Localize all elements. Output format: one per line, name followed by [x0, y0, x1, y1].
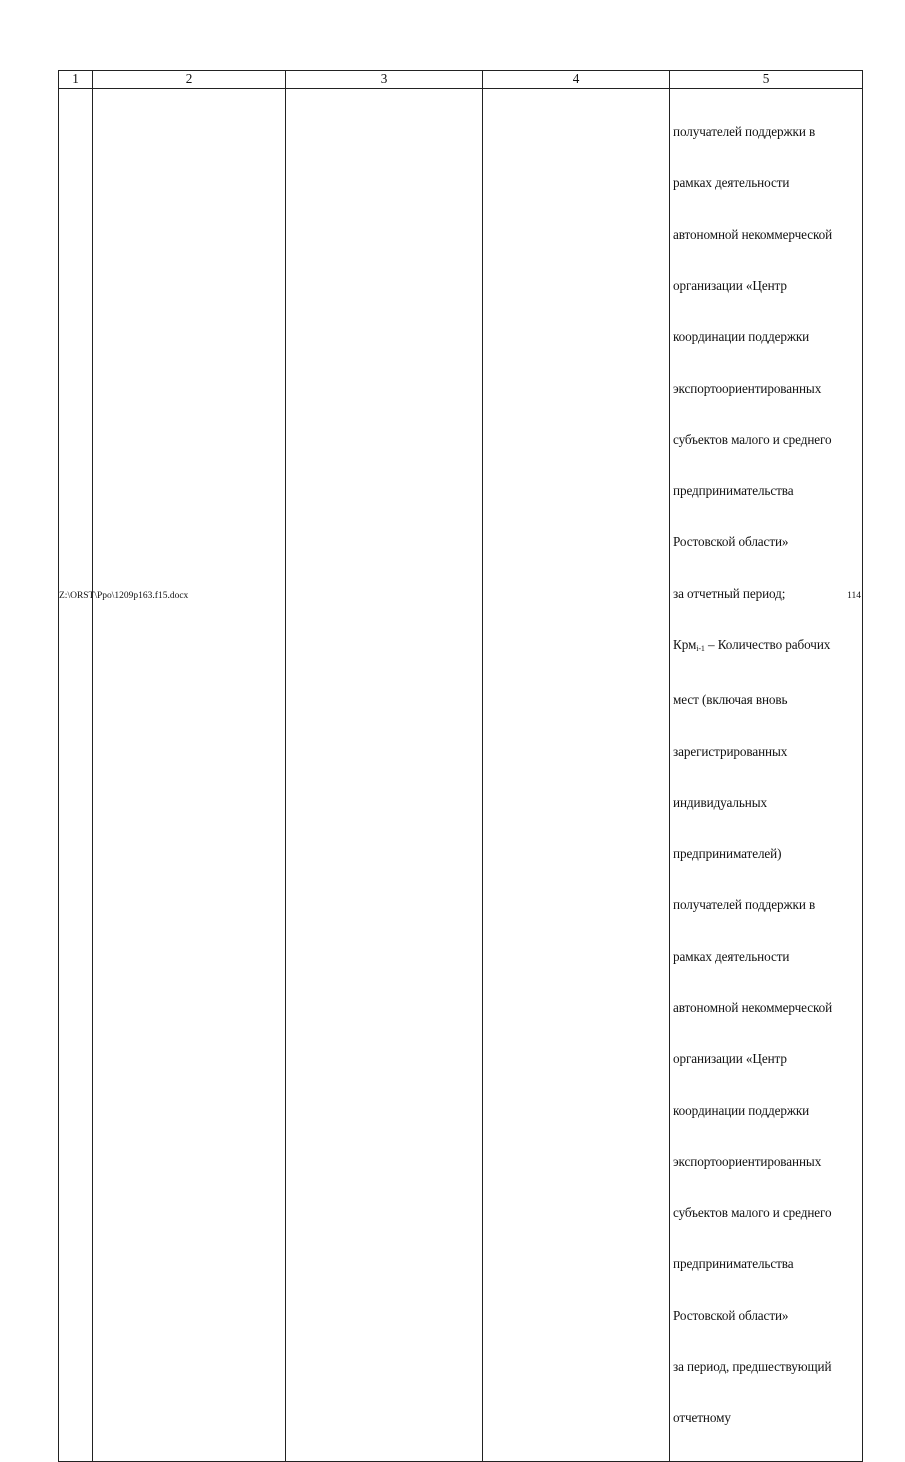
footer-file-path: Z:\ORST\Ppo\1209p163.f15.docx [59, 591, 189, 601]
text-line: предпринимательства [673, 1256, 794, 1272]
krm-subscript: i-1 [696, 644, 705, 653]
text-line: организации «Центр [673, 1051, 787, 1067]
krm-description: – Количество рабочих [704, 637, 831, 652]
cell-col-2 [93, 89, 286, 1462]
text-line: Ростовской области» [673, 534, 789, 550]
column-header-2: 2 [93, 71, 286, 89]
column-header-5: 5 [670, 71, 863, 89]
text-line: зарегистрированных [673, 743, 788, 759]
footer-page-number: 114 [847, 591, 861, 601]
text-line: экспортоориентированных [673, 380, 822, 396]
text-line: организации «Центр [673, 278, 787, 294]
cell-col-3 [286, 89, 483, 1462]
column-header-1: 1 [59, 71, 93, 89]
cell-col-5 [670, 89, 863, 1462]
text-line: предпринимательства [673, 483, 794, 499]
column-header-4: 4 [483, 71, 670, 89]
cell-col-4 [483, 89, 670, 1462]
text-line: автономной некоммерческой [673, 226, 833, 242]
cell-col-5-text [673, 89, 859, 1461]
table-row [59, 89, 863, 1462]
text-line: рамках деятельности [673, 175, 790, 191]
text-line: индивидуальных [673, 794, 767, 810]
text-line: Ростовской области» [673, 1307, 789, 1323]
text-line: автономной некоммерческой [673, 999, 833, 1015]
document-table [58, 70, 863, 1462]
text-line: субъектов малого и среднего [673, 1205, 832, 1221]
text-line: за отчетный период; [673, 585, 786, 601]
text-line: отчетному [673, 1410, 731, 1426]
text-line: получателей поддержки в [673, 124, 816, 140]
text-line: экспортоориентированных [673, 1153, 822, 1169]
column-header-3: 3 [286, 71, 483, 89]
text-line: координации поддержки [673, 329, 810, 345]
text-line: субъектов малого и среднего [673, 431, 832, 447]
text-line: за период, предшествующий [673, 1358, 832, 1374]
cell-col-1 [59, 89, 93, 1462]
text-line: мест (включая вновь [673, 692, 788, 708]
text-line: предпринимателей) [673, 846, 782, 862]
krm-symbol: Крм [673, 637, 697, 652]
text-line: рамках деятельности [673, 948, 790, 964]
text-line: получателей поддержки в [673, 897, 816, 913]
table-header-row [59, 71, 863, 89]
text-line: координации поддержки [673, 1102, 810, 1118]
krm-formula-line [673, 636, 859, 657]
